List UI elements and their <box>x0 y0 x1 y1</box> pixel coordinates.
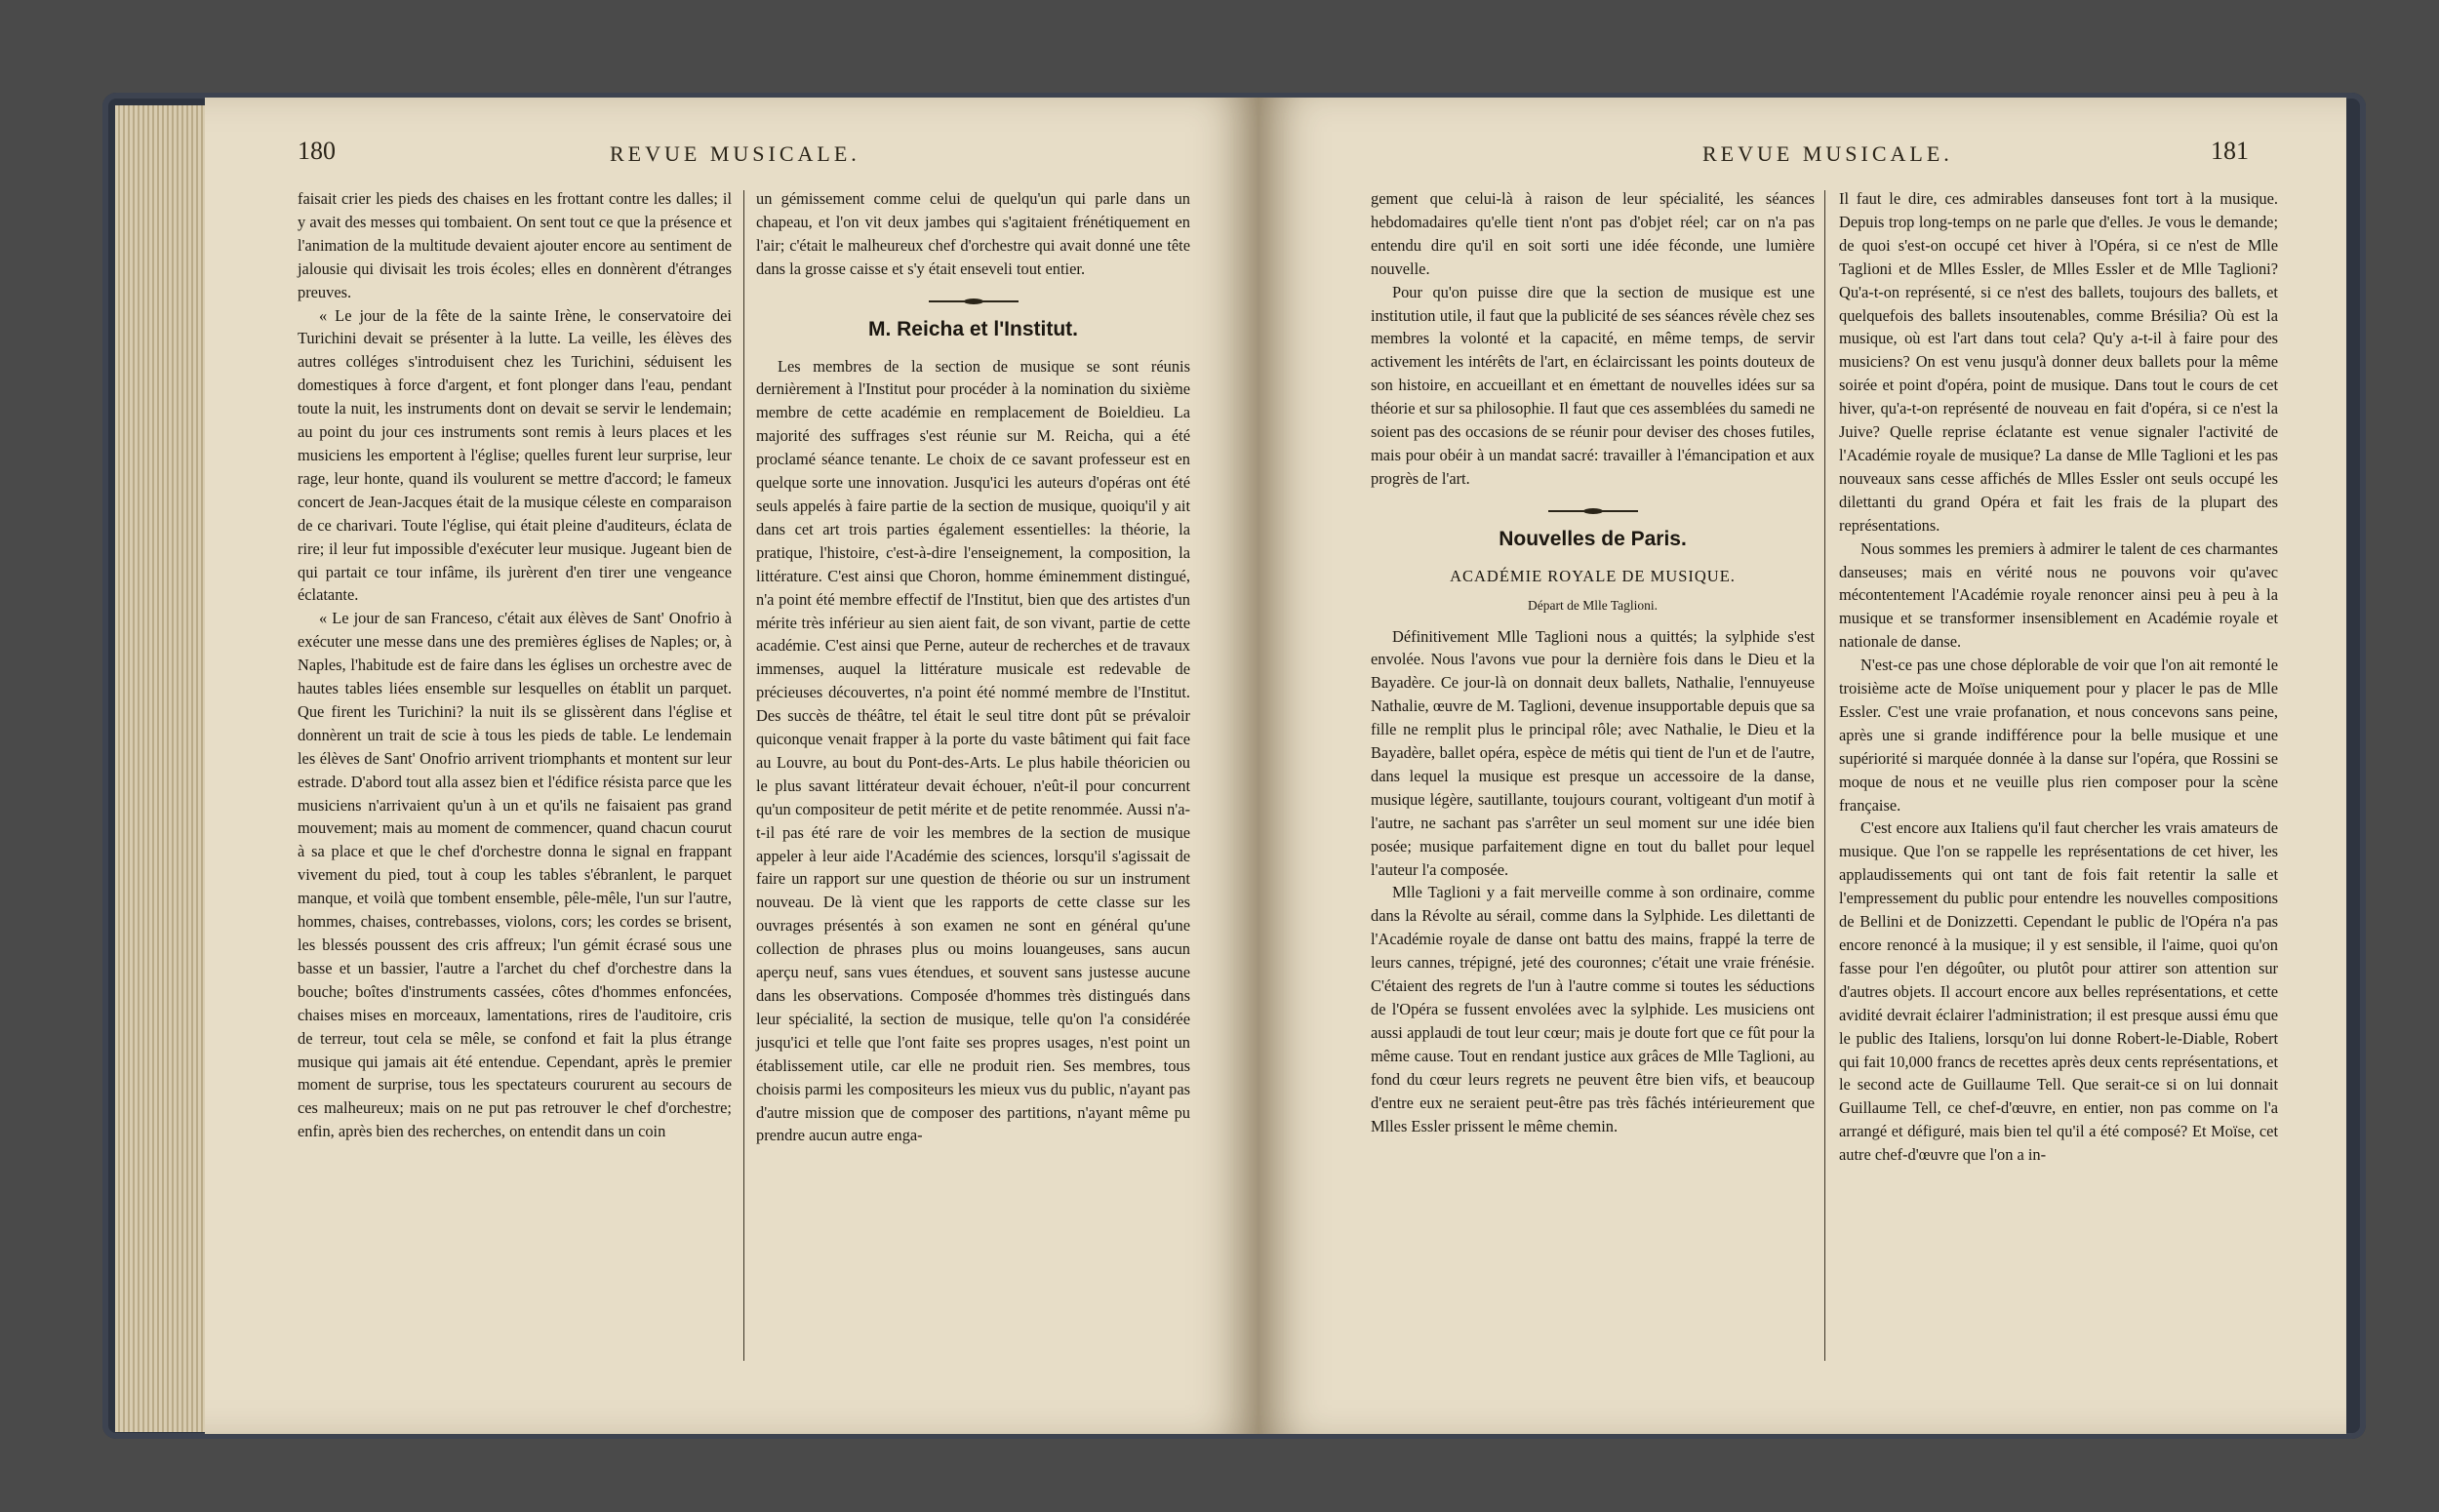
right-page-column-1 <box>1371 187 1815 1137</box>
section-title: M. Reicha et l'Institut. <box>867 317 1078 340</box>
paragraph: un gémissement comme celui de quelqu'un qui parle dans un chapeau, et l'on vit deux jambes qui s'agitaient frénétiquement en l'air; c'était le malheureux chef d'orchestre qui avait donné une tête dans la grosse caisse et s'y était enseveli tout entier. <box>756 189 1190 278</box>
section-title: Nouvelles de Paris. <box>1499 527 1687 550</box>
left-page-column-2 <box>756 187 1190 1147</box>
paragraph: Mlle Taglioni y a fait merveille comme à son ordinaire, comme dans la Révolte au sérail, comme dans la Sylphide. Les dilettanti de l'Académie royale de danse ont battu des mains, frappé la terre de leurs cannes, trépigné, jeté des couronnes; c'était une vraie frénésie. C'étaient des regrets de l'un à l'autre comme si toutes les séductions de l'Opéra se fussent envolées avec la sylphide. Les musiciens ont aussi applaudi de tout leur cœur; mais je doute fort que ce fût pour la même cause. Tout en rendant justice aux grâces de Mlle Taglioni, au fond du cœur leurs regrets ne peuvent être bien vifs, et beaucoup d'entre eux ne seraient peut-être pas très fâchés intérieurement que Mlles Essler prissent le même chemin. <box>1371 883 1815 1135</box>
right-page-column-2 <box>1839 187 2278 1167</box>
paragraph: Nous sommes les premiers à admirer le talent de ces charmantes danseuses; mais en vérité nous ne pouvons voir qu'avec mécontentement l'Académie royale renoncer ainsi peu à peu à la musique et se transformer insensiblement en Académie royale et nationale de danse. <box>1839 538 2278 652</box>
paragraph: Les membres de la section de musique se sont réunis dernièrement à l'Institut pour procéder à la nomination du sixième membre de cette académie en remplacement de Boieldieu. La majorité des suffrages s'est réunie sur M. Reicha, qui a été proclamé séance tenante. Le choix de ce savant professeur est en quelque sorte une innovation. Jusqu'ici les auteurs d'opéras ont été seuls appelés à faire partie de la section de musique, quoiqu'il y ait dans cet art trois parties également essentielles: la théorie, la pratique, l'histoire, c'est-à-dire l'enseignement, la composition, la littérature. C'est ainsi que Choron, homme éminemment distingué, n'a point été membre effectif de l'Institut, bien que des artistes d'un mérite très inférieur au sien aient fait, de son vivant, partie de cette académie. C'est ainsi que Perne, auteur de recherches et de travaux immenses, auquel la littérature musicale est redevable de précieuses découvertes, n'a point été nommé membre de l'Institut. Des succès de théâtre, tel était le seul titre dont pût se prévaloir quiconque venait frapper à la porte du vaste bâtiment qui fait face au Louvre, au bout du Pont-des-Arts. Le plus habile théoricien ou le plus savant littérateur devait échouer, n'eût-il pour concurrent qu'un compositeur de petit mérite et de petite renommée. Aussi n'a-t-il pas été rare de voir les membres de la section de musique appeler à leur aide l'Académie des sciences, lorsqu'il s'agissait de faire un rapport sur une question de théorie ou sur un instrument nouveau. De là vient que les rapports de cette classe sur les ouvrages présentés à son examen ne sont en général qu'une collection de phrases plus ou moins louangeuses, sans aucun aperçu neuf, sans vues étendues, et souvent sans justesse aucune dans les observations. Composée d'hommes très distingués dans leur spécialité, la section de musique, telle qu'on l'a considérée jusqu'ici et telle que l'ont faite ses propres usages, n'est point un établissement utile, car elle ne produit rien. Ses membres, tous choisis parmi les compositeurs les mieux vus du public, n'ayant pas d'autre mission que de composer des partitions, n'ayant même pu prendre aucun autre enga- <box>756 356 1190 1145</box>
column-divider <box>1824 190 1825 1361</box>
left-page <box>205 98 1259 1434</box>
paragraph: « Le jour de san Franceso, c'était aux élèves de Sant' Onofrio à exécuter une messe dans une des premières églises de Naples; or, à Naples, l'habitude est de faire dans les églises un orchestre avec de hautes tables liées ensemble sur lesquelles on établit un parquet. Que firent les Turichini? la nuit ils se glissèrent dans l'église et donnèrent un trait de scie à tous les pieds de table. Le lendemain les élèves de Sant' Onofrio arrivent triomphants et montent sur leur estrade. D'abord tout alla assez bien et l'édifice résista parce que les musiciens n'arrivaient qu'un à un et qu'ils ne faisaient pas grand mouvement; mais au moment de commencer, quand chacun courut à sa place et que le chef d'orchestre donna le signal en frappant vivement du pied, tout à coup les tables s'ébranlent, le parquet manque, et voilà que tombent ensemble, pêle-mêle, l'un sur l'autre, hommes, chaises, contrebasses, violons, cors; les cordes se brisent, les blessés poussent des cris affreux; l'un gémit écrasé sous une basse et un bassier, l'autre a l'archet du chef d'orchestre dans la bouche; boîtes d'instruments cassées, côtes d'hommes enfoncées, chaises mises en morceaux, lamentations, rires de l'auditoire, cris de terreur, tout cela se mêle, se confond et fait la plus étrange musique qui jamais ait été entendue. Cependant, après le premier moment de surprise, tous les spectateurs coururent au secours de ces malheureux; mais on ne put pas retrouver le chef d'orchestre; enfin, après bien des recherches, on entendit dans un coin <box>298 609 732 1141</box>
subsection-subtitle: Départ de Mlle Taglioni. <box>1527 597 1659 613</box>
paragraph: Il faut le dire, ces admirables danseuses font tort à la musique. Depuis trop long-temps on ne parle que d'elles. Je vous le demande; de quoi s'est-on occupé cet hiver à l'Opéra, si ce n'est de Mlle Taglioni et de Mlles Essler, de Mlles Essler et de Mlle Taglioni? Qu'a-t-on représenté, si ce n'est des ballets, toujours des ballets, et quelquefois des ballets insoutenables, comme Brésilia? Où est la musique, où est l'art dans tout cela? Qu'y a-t-il à faire pour des musiciens? On est venu jusqu'à donner deux ballets pour la même soirée et point d'opéra, point de musique. Dans tout le cours de cet hiver, qu'a-t-on représenté de nouveau en fait d'opéra, si ce n'est la Juive? Quelle reprise éclatante est venue signaler l'activité de l'Académie royale de musique? La danse de Mlle Taglioni et les pas nouveaux sans cesse affichés de Mlles Essler ont seuls occupé les dilettanti du grand Opéra et fait les frais de la plupart des représentations. <box>1839 189 2278 535</box>
paragraph: faisait crier les pieds des chaises en les frottant contre les dalles; il y avait des messes qui tombaient. On sent tout ce que la présence et l'animation de la multitude devaient ajouter encore au sentiment de jalousie qui divisait les trois écoles; elles en donnèrent d'étranges preuves. <box>298 189 732 301</box>
right-page <box>1259 98 2346 1434</box>
running-head: REVUE MUSICALE. <box>1702 141 1953 166</box>
page-number: 180 <box>298 137 336 165</box>
paragraph: Pour qu'on puisse dire que la section de musique est une institution utile, il faut que la publicité de ses séances révèle chez ses membres la volonté et la capacité, en même temps, de servir activement les intérêts de l'art, en éclaircissant les points douteux de son histoire, en accueillant et en émettant de nouvelles idées sur sa théorie et sur sa philosophie. Il faut que ces assemblées du samedi ne soient pas des occasions de se réunir pour deviser des choses futiles, mais pour obéir à un mandat sacré: travailler à l'émancipation et aux progrès de l'art. <box>1371 282 1815 488</box>
section-ornament <box>929 298 1019 304</box>
left-page-column-1 <box>298 187 732 1143</box>
column-divider <box>743 190 744 1361</box>
paragraph: « Le jour de la fête de la sainte Irène, le conservatoire dei Turichini devait se présenter à la lutte. La veille, les élèves des autres colléges s'introduisent chez les Turichini, séduisent les domestiques à force d'argent, et font plonger dans l'eau, pendant toute la nuit, les instruments dont on devait se servir le lendemain; au point du jour ces instruments sont remis à leurs places et les musiciens les emportent à l'église; quelles furent leur surprise, leur rage, leur honte, quand ils voulurent se mettre d'accord; le fameux concert de Jean-Jacques était de la musique céleste en comparaison de ce charivari. Toute l'église, qui était pleine d'auditeurs, éclata de rire; il leur fut impossible d'exécuter leur musique. Jugeant bien de qui partait ce tour infâme, ils jurèrent d'en tirer une vengeance éclatante. <box>298 305 732 605</box>
paragraph: Définitivement Mlle Taglioni nous a quittés; la sylphide s'est envolée. Nous l'avons vue pour la dernière fois dans le Dieu et la Bayadère. Ce jour-là on donnait deux ballets, Nathalie, l'ennuyeuse Nathalie, œuvre de M. Taglioni, devenue insupportable depuis que sa fille ne remplit plus le principal rôle; avec Nathalie, le Dieu et la Bayadère, ballet opéra, espèce de métis qui tient de l'un et de l'autre, dans lequel la musique est presque un accessoire de la danse, musique légère, sautillante, toujours courant, voltigeant d'un motif à l'autre, ne sachant pas s'arrêter un seul moment sur une idée bien posée; musique parfaitement digne en tout du ballet pour lequel l'auteur l'a composée. <box>1371 626 1815 879</box>
paragraph: gement que celui-là à raison de leur spécialité, les séances hebdomadaires qu'elle tient n'ont pas d'objet réel; car on n'a pas entendu dire qu'il en soit sorti une idée féconde, une lumière nouvelle. <box>1371 189 1815 278</box>
running-head: REVUE MUSICALE. <box>610 141 860 166</box>
page-number: 181 <box>2211 137 2249 165</box>
subsection-heading: ACADÉMIE ROYALE DE MUSIQUE. <box>1450 566 1736 585</box>
section-ornament <box>1548 508 1638 514</box>
paragraph: C'est encore aux Italiens qu'il faut chercher les vrais amateurs de musique. Que l'on se rappelle les représentations de cet hiver, les applaudissements qui ont tant de fois fait retentir la salle et l'empressement du public pour entendre les nouvelles compositions de Bellini et de Donizzetti. Cependant le public de l'Opéra n'a pas encore renoncé à la musique; il y est sensible, il l'aime, quoi qu'on fasse pour l'en dégoûter, ou plutôt pour attirer son attention sur d'autres objets. Il accourt encore aux belles représentations, et cette avidité devrait éclairer l'administration; il est presque aussi ému que le public des Italiens, lorsqu'on lui donne Robert-le-Diable, Robert qui fait 10,000 francs de recettes après deux cents représentations, et le second acte de Guillaume Tell. Que serait-ce si on lui donnait Guillaume Tell, ce chef-d'œuvre, en entier, non pas comme on l'a arrangé et défiguré, mais bien tel qu'il a été composé? Et Moïse, cet autre chef-d'œuvre que l'on a in- <box>1839 818 2278 1165</box>
paragraph: N'est-ce pas une chose déplorable de voir que l'on ait remonté le troisième acte de Moïse uniquement pour y placer le pas de Mlle Essler. C'est une vraie profanation, et nous concevons sans peine, après une si grande indifférence pour la belle musique et une supériorité si marquée donnée à la danse sur l'opéra, que Rossini se moque de nous et ne veuille plus rien composer pour la scène française. <box>1839 656 2278 815</box>
